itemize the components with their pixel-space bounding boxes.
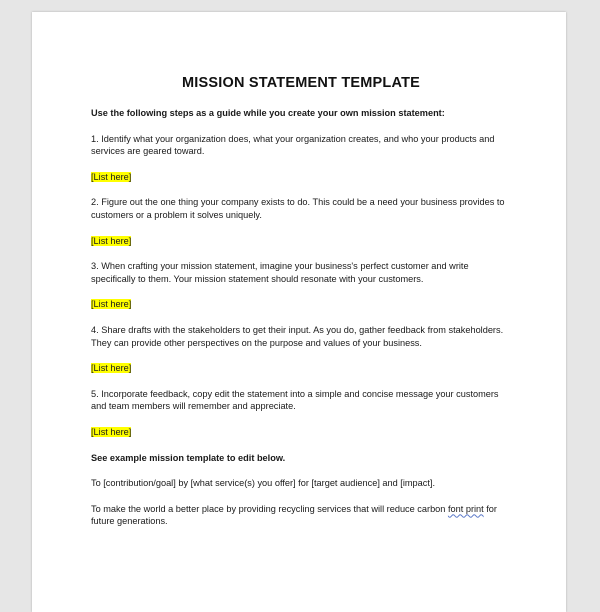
document-body[interactable] — [91, 74, 511, 541]
example-template: To [contribution/goal] by [what service(s) you offer] for [target audience] and [impact]. — [91, 478, 436, 489]
step-1-text: 1. Identify what your organization does, what your organization creates, and who your products and services are geared toward. — [91, 133, 495, 157]
document-page — [32, 12, 566, 612]
step-1-placeholder-line — [91, 171, 511, 184]
intro-text: Use the following steps as a guide while you create your own mission statement: — [91, 108, 445, 118]
step-5-text: 5. Incorporate feedback, copy edit the statement into a simple and concise message your customers and team members will remember and appreciate. — [91, 388, 499, 412]
example-statement-before: To make the world a better place by providing recycling services that will reduce carbon — [91, 503, 448, 514]
step-2-text: 2. Figure out the one thing your company exists to do. This could be a need your business provides to customers or a problem it solves uniquely. — [91, 197, 505, 220]
example-statement-after: for future generations. — [91, 503, 497, 527]
step-5-placeholder-line — [91, 426, 511, 439]
step-5-placeholder[interactable]: [List here] — [91, 426, 132, 437]
step-4-text: 4. Share drafts with the stakeholders to get their input. As you do, gather feedback from stakeholders. They can provide other perspectives on the purpose and values of your business. — [91, 324, 504, 348]
step-4-placeholder[interactable]: [List here] — [91, 363, 132, 374]
step-3-text: 3. When crafting your mission statement, imagine your business's perfect customer and write specifically to them. Your mission statement should resonate with your customers. — [91, 261, 469, 284]
step-1-placeholder[interactable]: [List here] — [91, 171, 132, 182]
step-4-placeholder-line — [91, 362, 511, 375]
spellcheck-flagged-word[interactable]: font print — [447, 503, 484, 514]
step-2-placeholder-line — [91, 235, 511, 248]
step-3-placeholder[interactable]: [List here] — [91, 299, 132, 310]
example-statement — [91, 503, 511, 528]
step-2-placeholder[interactable]: [List here] — [91, 235, 132, 246]
document-title: MISSION STATEMENT TEMPLATE — [182, 75, 420, 91]
step-3-placeholder-line — [91, 298, 511, 311]
example-heading: See example mission template to edit below. — [91, 452, 286, 463]
